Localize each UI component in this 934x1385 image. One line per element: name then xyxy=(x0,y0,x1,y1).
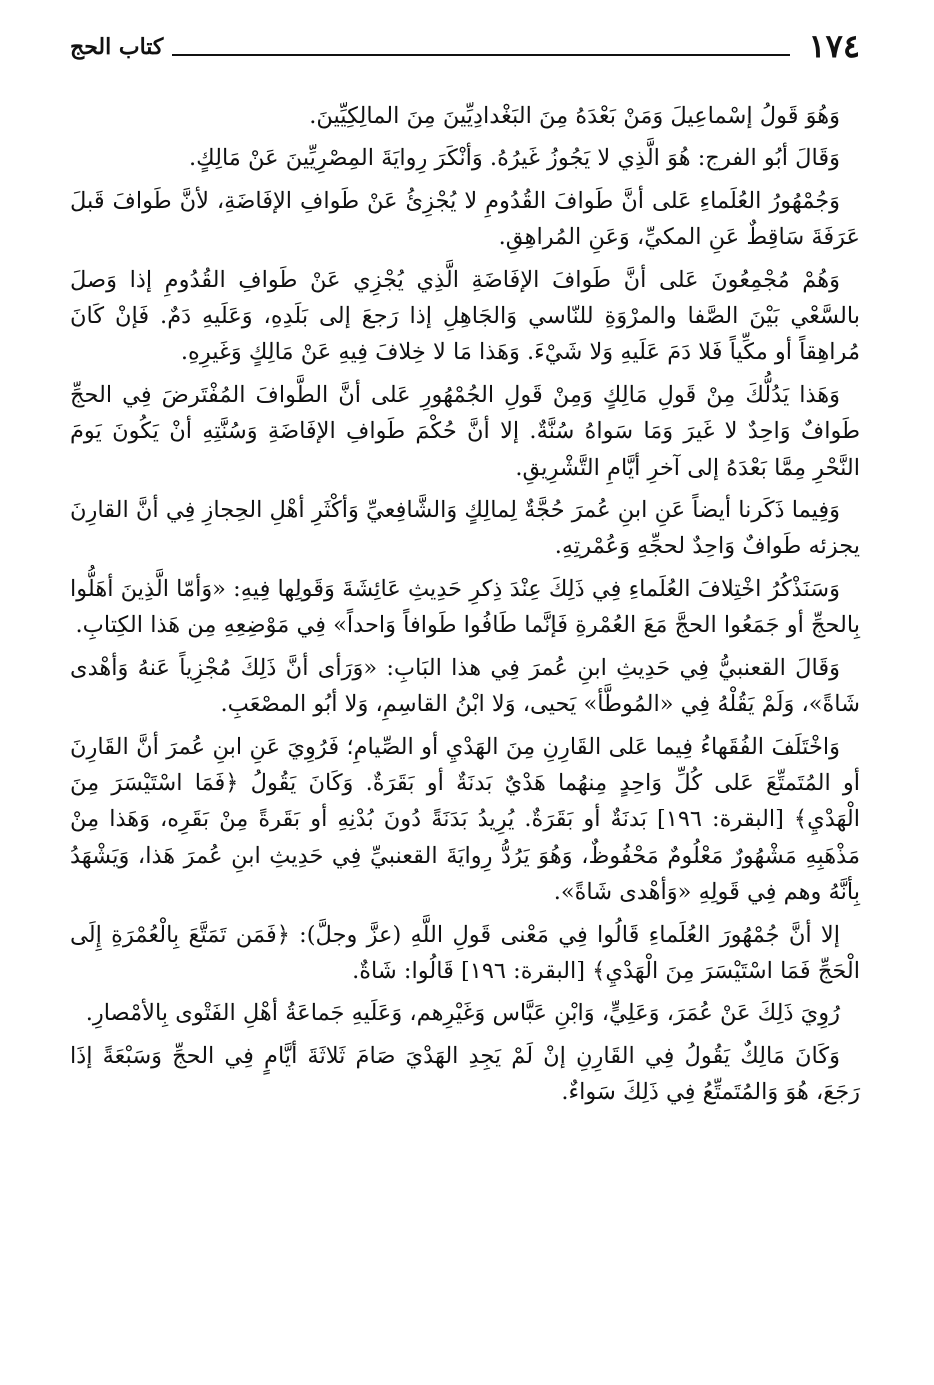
paragraph: وَجُمْهُورُ العُلَماءِ عَلى أنَّ طَوافَ القُدُومِ لا يُجْزِئُ عَنْ طَوافِ الإفَاضَةِ، لأنَّ طَوافَ قَبلَ عَرَفَةَ سَاقِطٌ عَنِ المكيِّ، وَعَنِ المُراهِقِ. xyxy=(70,187,860,251)
paragraph: رُوِيَ ذَلِكَ عَنْ عُمَرَ، وَعَلِيٍّ، وَابْنِ عَبَّاس وَغَيْرِهم، وَعَلَيهِ جَماعَةُ أهْلِ الفَتْوى بِالأمْصارِ. xyxy=(85,1000,840,1027)
paragraph: وَهُمْ مُجْمِعُونَ عَلى أنَّ طَوافَ الإفَاضَةِ الَّذِي يُجْزِي عَنْ طَوافِ القُدُومِ إذا وَصلَ بالسَّعْي بَيْنَ الصَّفا والمرْوَةِ للنّاسي وَالجَاهِلِ إذا رَجعَ إلى بَلَدِهِ، وَعَلَيهِ دَمٌ. فَإنْ كَانَ مُراهِقاً أو مكِّياً فَلا دَمَ عَلَيهِ وَلا شَيْءَ. وَهَذا مَا لا خِلافَ فِيهِ عَنْ مَالِكٍ وَغَيرِهِ. xyxy=(70,266,860,366)
paragraph: وَسَنَذْكُرُ اخْتِلافَ العُلَماءِ فِي ذَلِكَ عِنْدَ ذِكرِ حَدِيثِ عَائِشَةَ وَقَولِها فِيهِ: «وَأمّا الَّذِينَ أهَلُّوا بِالحجِّ أو جَمَعُوا الحجَّ مَعَ العُمْرةِ فَإنَّما طَافُوا طَوافاً وَاحداً» فِي مَوْضِعِهِ مِن هَذا الكِتابِ. xyxy=(70,575,860,639)
page-number: ١٧٤ xyxy=(808,27,860,65)
page-header xyxy=(70,28,860,68)
paragraph: إلا أنَّ جُمْهُورَ العُلَماءِ قَالُوا فِي مَعْنى قَولِ اللَّهِ (عزَّ وجلَّ): ﴿فَمَن تَمَتَّعَ بِالْعُمْرَةِ إِلَى الْحَجِّ فَمَا اسْتَيْسَرَ مِنَ الْهَدْيِ﴾ [البقرة: ١٩٦] قَالُوا: شَاةٌ. xyxy=(70,921,860,984)
running-title: كتاب الحج xyxy=(70,34,164,60)
paragraph: وَقَالَ أبُو الفرج: هُوَ الَّذِي لا يَجُوزُ غَيرُهُ. وَأنْكَرَ رِوايَةَ المِصْرِيِّينَ عَنْ مَالِكٍ. xyxy=(188,145,840,172)
paragraph: وَقَالَ القعنبيُّ فِي حَدِيثِ ابنِ عُمرَ فِي هذا البَابِ: «وَرَأى أنَّ ذَلِكَ مُجْزِياً عَنهُ وَأهْدى شَاةً»، وَلَمْ يَقُلْهُ فِي «المُوطَّأ» يَحيى، وَلا ابْنُ القاسِمِ، وَلا أبُو المصْعَبِ. xyxy=(70,654,860,718)
page-body xyxy=(70,98,860,1117)
paragraph: وَهُوَ قَولُ إسْماعِيلَ وَمَنْ بَعْدَهُ مِنَ البَغْدادِيِّينَ مِنَ المالِكِيِّينَ. xyxy=(309,103,840,129)
paragraph: وَكَانَ مَالِكٌ يَقُولُ فِي القَارِنِ إنْ لَمْ يَجِدِ الهَدْيَ صَامَ ثَلاثَةَ أيَّامٍ فِي الحجِّ وَسَبْعَةً إذَا رَجَعَ، هُوَ وَالمُتَمتِّعُ فِي ذَلِكَ سَواءٌ. xyxy=(70,1042,860,1106)
header-rule xyxy=(172,54,790,56)
paragraph: وَاخْتَلَفَ الفُقَهاءُ فِيما عَلى القَارِنِ مِنَ الهَدْيِ أو الصِّيامِ؛ فَرُوِيَ عَنِ ابنِ عُمرَ أنَّ القَارِنَ أو المُتَمتِّعَ عَلى كُلِّ وَاحِدٍ مِنهُما هَدْيٌ بَدنَةٌ أو بَقَرَةٌ. وَكَانَ يَقُولُ ﴿فَمَا اسْتَيْسَرَ مِنَ الْهَدْيِ﴾ [البقرة: ١٩٦] بَدنَةٌ أو بَقَرَةٌ. يُرِيدُ بَدَنَةً دُونَ بُدْنِهِ أو بَقَرةً مِنْ بَقَرِه، وَهَذا مِنْ مَذْهَبِهِ مَشْهُورٌ مَعْلُومٌ مَحْفُوظٌ، وَهُوَ يَرُدُّ رِوايَةَ القعنبيِّ فِي حَدِيثِ ابنِ عُمرَ هَذا، وَيَشْهَدُ بِأنَّهُ وهم فِي قَولِهِ «وَأهْدى شَاةً». xyxy=(70,733,860,906)
paragraph: وَفِيما ذَكَرنا أيضاً عَنِ ابنِ عُمرَ حُجَّةٌ لِمالِكٍ وَالشَّافِعيِّ وَأكْثَرِ أهْلِ الحِجازِ فِي أنَّ القارِنَ يجزئه طَوافٌ وَاحِدٌ لحجِّهِ وَعُمْرتِهِ. xyxy=(70,497,860,560)
paragraph: وَهَذا يَدُلُّكَ مِنْ قَولِ مَالِكٍ وَمِنْ قَولِ الجُمْهُورِ عَلى أنَّ الطَّوافَ المُفْتَرضَ فِي الحجِّ طَوافٌ وَاحِدٌ لا غَيرَ وَمَا سَواهُ سُنَّةٌ. إلا أنَّ حُكْمَ طَوافِ الإفَاضَةِ وَسُنَّتِهِ أنْ يَكُونَ يَومَ النَّحْرِ مِمَّا بَعْدَهُ إلى آخرِ أيَّامِ التَّشْرِيقِ. xyxy=(70,381,860,481)
